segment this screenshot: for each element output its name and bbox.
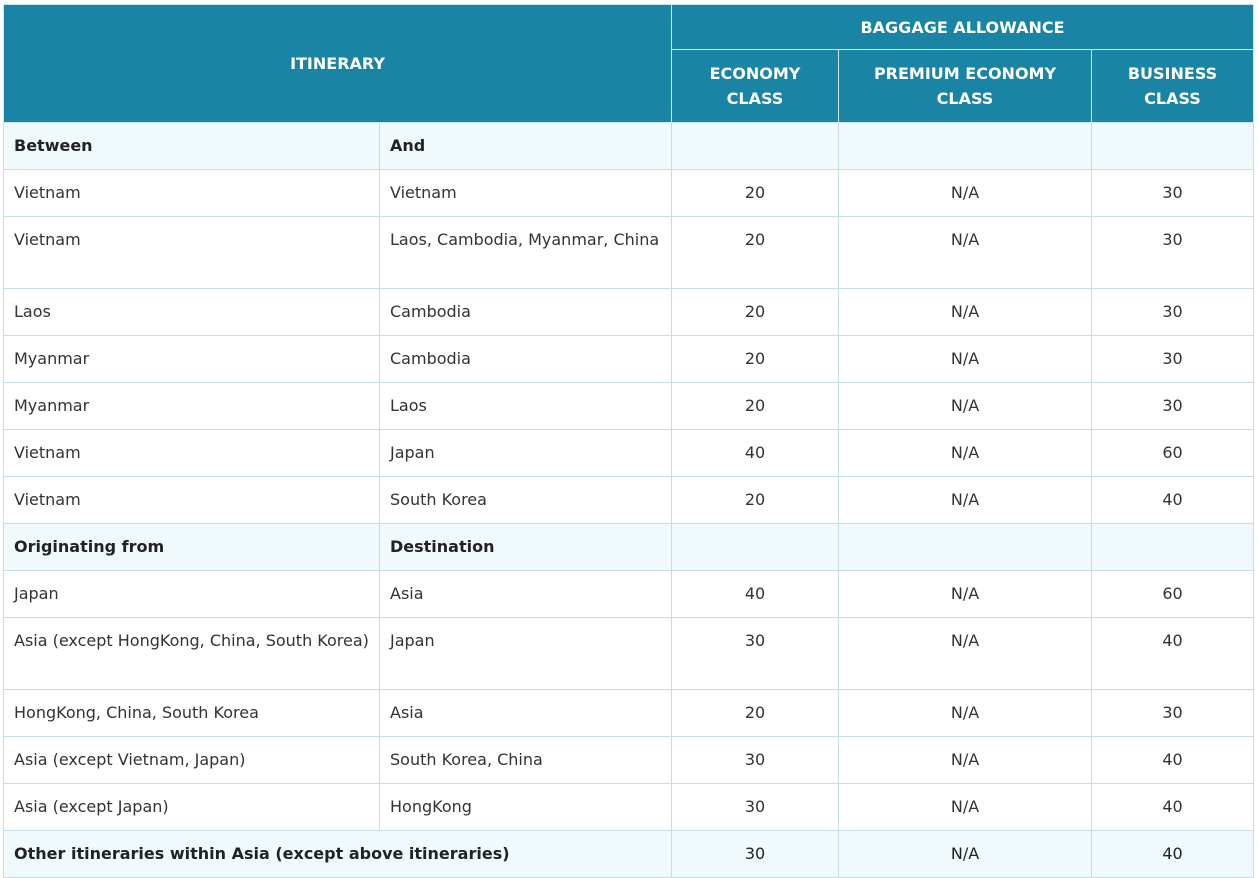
other-itineraries-row — [4, 831, 1254, 878]
business-cell: 60 — [1092, 430, 1254, 477]
business-cell: 40 — [1092, 831, 1254, 878]
to-cell: Asia — [380, 571, 672, 618]
baggage-allowance-table-container — [3, 4, 1253, 878]
business-cell: 30 — [1092, 383, 1254, 430]
to-cell: Asia — [380, 690, 672, 737]
baggage-allowance-header: BAGGAGE ALLOWANCE — [672, 5, 1254, 50]
economy-class-header: ECONOMY CLASS — [672, 50, 839, 123]
to-cell: South Korea, China — [380, 737, 672, 784]
premium-economy-cell: N/A — [839, 831, 1092, 878]
to-cell: Cambodia — [380, 289, 672, 336]
baggage-allowance-table — [3, 4, 1254, 878]
from-cell: Myanmar — [4, 336, 380, 383]
premium-economy-cell: N/A — [839, 737, 1092, 784]
premium-economy-cell: N/A — [839, 170, 1092, 217]
and-label: And — [380, 123, 672, 170]
from-cell: Laos — [4, 289, 380, 336]
business-cell: 40 — [1092, 618, 1254, 690]
economy-cell: 20 — [672, 690, 839, 737]
from-cell: Asia (except Vietnam, Japan) — [4, 737, 380, 784]
section-header-row — [4, 123, 1254, 170]
premium-economy-cell: N/A — [839, 571, 1092, 618]
destination-label: Destination — [380, 524, 672, 571]
table-row — [4, 737, 1254, 784]
economy-cell: 20 — [672, 217, 839, 289]
empty-cell — [839, 524, 1092, 571]
to-cell: Japan — [380, 618, 672, 690]
table-row — [4, 618, 1254, 690]
economy-cell: 20 — [672, 289, 839, 336]
from-cell: Vietnam — [4, 217, 380, 289]
premium-economy-cell: N/A — [839, 336, 1092, 383]
from-cell: Vietnam — [4, 430, 380, 477]
business-cell: 30 — [1092, 289, 1254, 336]
economy-cell: 40 — [672, 571, 839, 618]
from-cell: Vietnam — [4, 477, 380, 524]
premium-economy-cell: N/A — [839, 430, 1092, 477]
to-cell: Vietnam — [380, 170, 672, 217]
business-cell: 30 — [1092, 217, 1254, 289]
from-cell: HongKong, China, South Korea — [4, 690, 380, 737]
premium-economy-class-header: PREMIUM ECONOMY CLASS — [839, 50, 1092, 123]
table-row — [4, 571, 1254, 618]
economy-cell: 20 — [672, 170, 839, 217]
business-cell: 30 — [1092, 170, 1254, 217]
business-cell: 40 — [1092, 737, 1254, 784]
table-row — [4, 217, 1254, 289]
premium-economy-cell: N/A — [839, 289, 1092, 336]
premium-economy-cell: N/A — [839, 477, 1092, 524]
table-row — [4, 383, 1254, 430]
other-itineraries-label: Other itineraries within Asia (except above itineraries) — [4, 831, 672, 878]
empty-cell — [672, 123, 839, 170]
between-label: Between — [4, 123, 380, 170]
from-cell: Vietnam — [4, 170, 380, 217]
empty-cell — [1092, 123, 1254, 170]
business-cell: 30 — [1092, 690, 1254, 737]
to-cell: Cambodia — [380, 336, 672, 383]
premium-economy-cell: N/A — [839, 618, 1092, 690]
empty-cell — [1092, 524, 1254, 571]
to-cell: HongKong — [380, 784, 672, 831]
section-header-row — [4, 524, 1254, 571]
premium-economy-cell: N/A — [839, 784, 1092, 831]
table-row — [4, 477, 1254, 524]
economy-cell: 40 — [672, 430, 839, 477]
from-cell: Japan — [4, 571, 380, 618]
originating-from-label: Originating from — [4, 524, 380, 571]
from-cell: Myanmar — [4, 383, 380, 430]
business-cell: 40 — [1092, 477, 1254, 524]
premium-economy-cell: N/A — [839, 383, 1092, 430]
table-row — [4, 336, 1254, 383]
economy-cell: 30 — [672, 784, 839, 831]
from-cell: Asia (except Japan) — [4, 784, 380, 831]
economy-cell: 30 — [672, 737, 839, 784]
to-cell: Japan — [380, 430, 672, 477]
premium-economy-cell: N/A — [839, 690, 1092, 737]
economy-cell: 30 — [672, 831, 839, 878]
economy-cell: 20 — [672, 336, 839, 383]
header-row-top — [4, 5, 1254, 50]
table-row — [4, 289, 1254, 336]
business-cell: 60 — [1092, 571, 1254, 618]
economy-cell: 20 — [672, 383, 839, 430]
table-row — [4, 784, 1254, 831]
to-cell: Laos — [380, 383, 672, 430]
economy-cell: 20 — [672, 477, 839, 524]
business-class-header: BUSINESS CLASS — [1092, 50, 1254, 123]
to-cell: South Korea — [380, 477, 672, 524]
table-row — [4, 430, 1254, 477]
business-cell: 40 — [1092, 784, 1254, 831]
table-row — [4, 170, 1254, 217]
empty-cell — [839, 123, 1092, 170]
table-row — [4, 690, 1254, 737]
to-cell: Laos, Cambodia, Myanmar, China — [380, 217, 672, 289]
from-cell: Asia (except HongKong, China, South Korea) — [4, 618, 380, 690]
business-cell: 30 — [1092, 336, 1254, 383]
economy-cell: 30 — [672, 618, 839, 690]
empty-cell — [672, 524, 839, 571]
itinerary-header: ITINERARY — [4, 5, 672, 123]
premium-economy-cell: N/A — [839, 217, 1092, 289]
